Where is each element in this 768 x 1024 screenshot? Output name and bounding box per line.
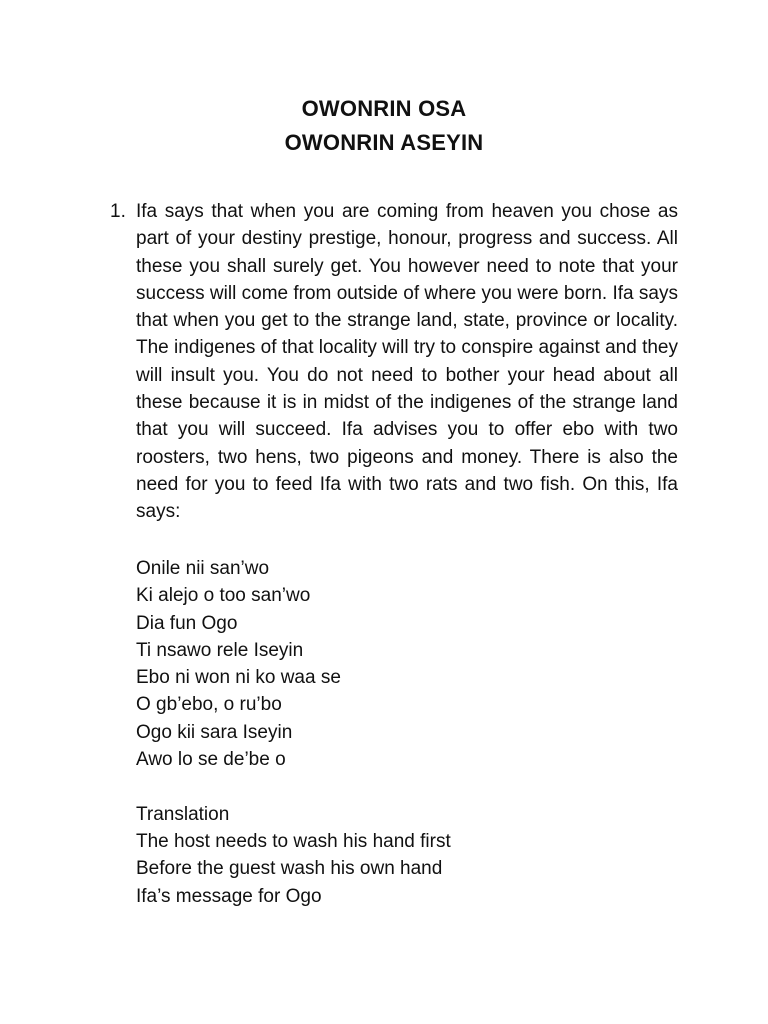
- verse-line: Ebo ni won ni ko waa se: [136, 667, 341, 689]
- verse-line: Awo lo se de’be o: [136, 749, 286, 771]
- translation-line: The host needs to wash his hand first: [136, 831, 451, 852]
- verse-line: O gb’ebo, o ru’bo: [136, 694, 282, 716]
- verse-line: Ti nsawo rele Iseyin: [136, 639, 304, 661]
- verse-line: Dia fun Ogo: [136, 612, 238, 634]
- document-title: OWONRIN OSA: [301, 96, 467, 121]
- verse-line: Ogo kii sara Iseyin: [136, 721, 293, 743]
- item-number: 1.: [110, 201, 126, 222]
- verse-line: Ki alejo o too san’wo: [136, 585, 311, 607]
- translation-line: Ifa’s message for Ogo: [136, 885, 322, 907]
- verse-line: Onile nii san’wo: [136, 558, 270, 579]
- translation-heading: Translation: [136, 804, 230, 825]
- verse-block: [136, 555, 341, 773]
- translation-line: Before the guest wash his own hand: [136, 858, 443, 880]
- item-paragraph: Ifa says that when you are coming from heaven you chose as part of your destiny prestige, honour, progress and success. All these you shall surely get. You however need to note that your success will come from outside of where you were born. Ifa says that when you get to the strange land, state, province or locality. The indigenes of that locality will try to conspire against and they will insult you. You do not need to bother your head about all these because it is in midst of the indigenes of the strange land that you will succeed. Ifa advises you to offer ebo with two roosters, two hens, two pigeons and money. There is also the need for you to feed Ifa with two rats and two fish. On this, Ifa says:: [136, 201, 678, 523]
- document-subtitle: OWONRIN ASEYIN: [284, 130, 484, 155]
- translation-block: [136, 828, 451, 910]
